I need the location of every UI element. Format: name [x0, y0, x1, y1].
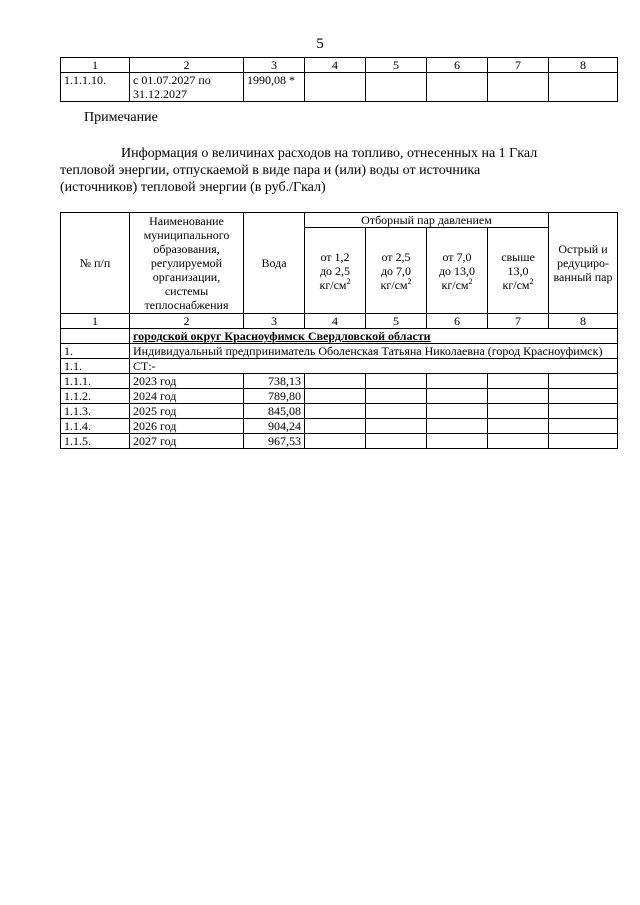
- organization-row: [61, 344, 618, 359]
- header-cell: 8: [549, 58, 618, 73]
- empty-cell: [61, 329, 130, 344]
- row-number: 1.1.2.: [61, 389, 130, 404]
- info-line: (источников) тепловой энергии (в руб./Гкал): [60, 180, 326, 195]
- column-number: 6: [427, 314, 488, 329]
- header-cell: 5: [366, 58, 427, 73]
- column-number: 3: [244, 314, 305, 329]
- header-cell: 6: [427, 58, 488, 73]
- col-water-header: Вода: [244, 213, 305, 314]
- info-line: Информация о величинах расходов на топливо, отнесенных на 1 Гкал: [121, 146, 538, 161]
- row-number: 1.1.1.: [61, 374, 130, 389]
- col-steam-group-header: Отборный пар давлением: [305, 213, 549, 228]
- region-name: городской округ Красноуфимск Свердловской области: [130, 329, 618, 344]
- column-number: 4: [305, 314, 366, 329]
- row-number: 1.1.: [61, 359, 130, 374]
- year-cell: 2025 год: [130, 404, 244, 419]
- column-number: 1: [61, 314, 130, 329]
- empty-cell: [366, 73, 427, 102]
- table-row: [61, 419, 618, 434]
- fuel-cost-table: [60, 212, 618, 449]
- tariff-continuation-table: [60, 57, 618, 102]
- region-row: [61, 329, 618, 344]
- row-number: 1.1.5.: [61, 434, 130, 449]
- column-number: 5: [366, 314, 427, 329]
- header-cell: 1: [61, 58, 130, 73]
- empty-cell: [549, 73, 618, 102]
- year-cell: 2026 год: [130, 419, 244, 434]
- steam-col-header: от 7,0 до 13,0 $кг/см^2$: [427, 228, 488, 314]
- info-paragraph: [60, 145, 617, 196]
- col-sharp-header: Острый и редуциро-ванный пар: [549, 213, 618, 314]
- row-number: 1.1.1.10.: [61, 73, 130, 102]
- col-num-header: № п/п: [61, 213, 130, 314]
- column-number: 8: [549, 314, 618, 329]
- note-label: Примечание: [84, 110, 158, 125]
- header-cell: 2: [130, 58, 244, 73]
- year-cell: 2023 год: [130, 374, 244, 389]
- column-number: 7: [488, 314, 549, 329]
- empty-cell: [488, 73, 549, 102]
- steam-col-header: от 2,5 до 7,0 $кг/см^2$: [366, 228, 427, 314]
- value-cell: 1990,08 *: [244, 73, 305, 102]
- column-number-row: [61, 58, 618, 73]
- water-value: 789,80: [244, 389, 305, 404]
- system-row: [61, 359, 618, 374]
- column-number-row: [61, 314, 618, 329]
- empty-cell: [305, 73, 366, 102]
- row-number: 1.: [61, 344, 130, 359]
- column-number: 2: [130, 314, 244, 329]
- col-name-header: Наименование муниципального образования, регулируемой организации, системы теплоснабжения: [130, 213, 244, 314]
- info-line: тепловой энергии, отпускаемой в виде пара и (или) воды от источника: [60, 163, 481, 178]
- steam-col-header: свыше 13,0 $кг/см^2$: [488, 228, 549, 314]
- row-number: 1.1.4.: [61, 419, 130, 434]
- table-row: [61, 404, 618, 419]
- water-value: 967,53: [244, 434, 305, 449]
- system-name: СТ:-: [130, 359, 618, 374]
- row-number: 1.1.3.: [61, 404, 130, 419]
- table-row: [61, 374, 618, 389]
- header-cell: 3: [244, 58, 305, 73]
- steam-col-header: от 1,2 до 2,5 $кг/см^2$: [305, 228, 366, 314]
- table-row: [61, 73, 618, 102]
- table-row: [61, 389, 618, 404]
- header-cell: 4: [305, 58, 366, 73]
- water-value: 904,24: [244, 419, 305, 434]
- header-cell: 7: [488, 58, 549, 73]
- water-value: 845,08: [244, 404, 305, 419]
- header-row: [61, 213, 618, 228]
- empty-cell: [427, 73, 488, 102]
- period-cell: с 01.07.2027 по 31.12.2027: [130, 73, 244, 102]
- year-cell: 2024 год: [130, 389, 244, 404]
- organization-name: Индивидуальный предприниматель Оболенская Татьяна Николаевна (город Красноуфимск): [130, 344, 618, 359]
- year-cell: 2027 год: [130, 434, 244, 449]
- page-number: 5: [316, 36, 324, 52]
- water-value: 738,13: [244, 374, 305, 389]
- table-row: [61, 434, 618, 449]
